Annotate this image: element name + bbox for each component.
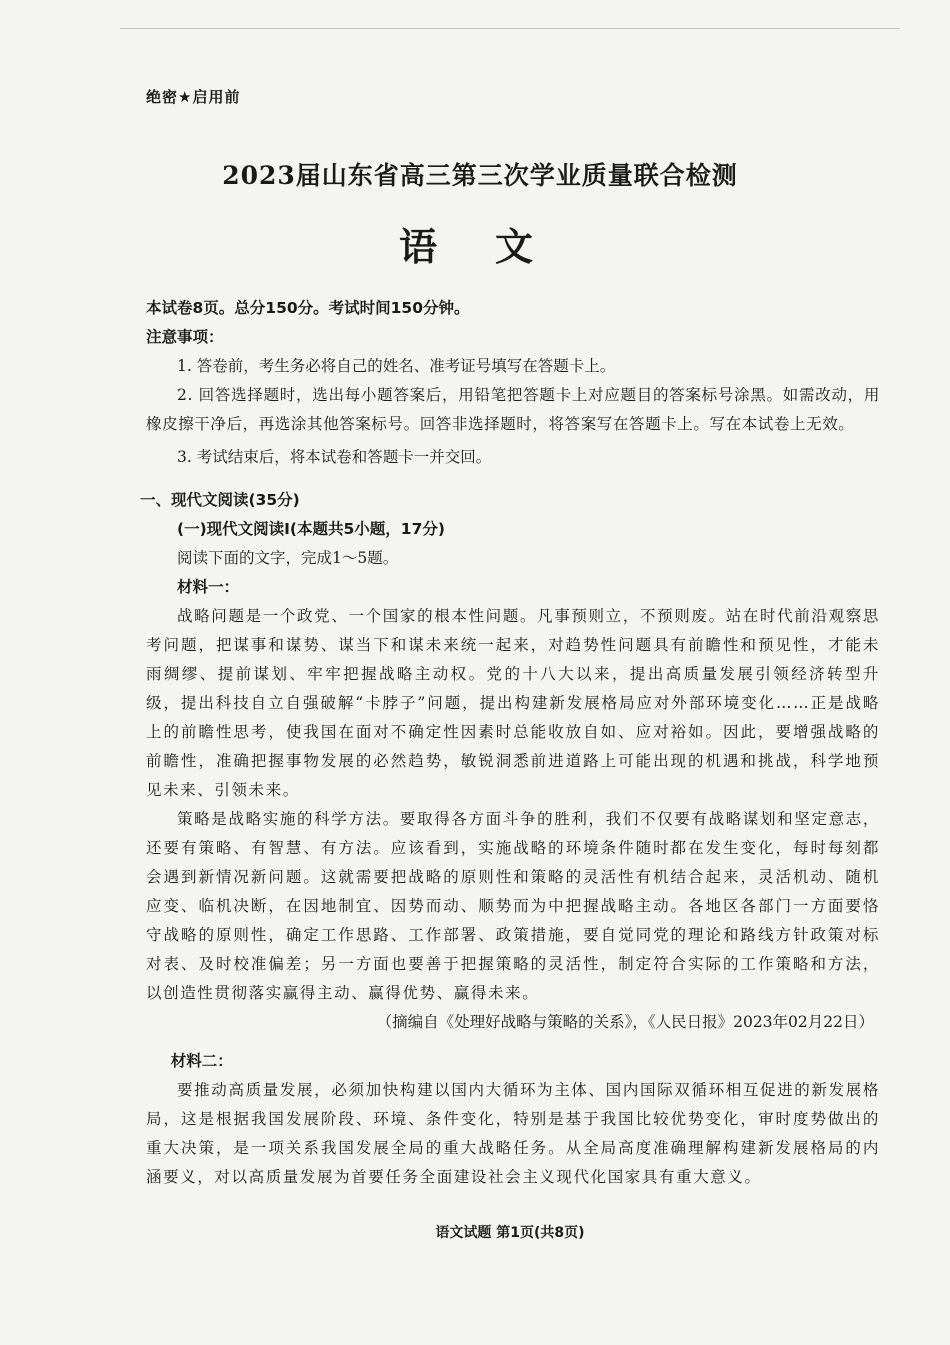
notes-title: 注意事项： — [146, 328, 224, 346]
material-1-paragraph: 战略问题是一个政党、一个国家的根本性问题。凡事预则立，不预则废。站在时代前沿观察思考问题，把谋事和谋势、谋当下和谋未来统一起来，对趋势性问题具有前瞻性和预见性，才能未雨绸缪、提前谋划、牢牢把握战略主动权。党的十八大以来，提出高质量发展引领经济转型升级，提出科技自立自强破解“卡脖子”问题，提出构建新发展格局应对外部环境变化……正是战略上的前瞻性思考，使我国在面对不确定性因素时总能收放自如、应对裕如。因此，要增强战略的前瞻性，准确把握事物发展的必然趋势，敏锐洞悉前进道路上可能出现的机遇和挑战，科学地预见未来、引领未来。 — [146, 607, 880, 799]
subject-title: 语文 — [398, 224, 591, 269]
note-item: 3. 考试结束后，将本试卷和答题卡一并交回。 — [177, 448, 492, 466]
secret-mark: 绝密★启用前 — [146, 88, 241, 106]
material-2-label: 材料二： — [170, 1052, 233, 1070]
top-border-line — [120, 28, 900, 29]
subsection-heading: (一)现代文阅读Ⅰ(本题共5小题，17分) — [177, 520, 445, 538]
exam-title: 2023届山东省高三第三次学业质量联合检测 — [222, 161, 738, 190]
reading-instruction: 阅读下面的文字，完成1～5题。 — [177, 549, 399, 567]
page-content — [140, 294, 880, 1192]
material-1-paragraph: 策略是战略实施的科学方法。要取得各方面斗争的胜利，我们不仅要有战略谋划和坚定意志，还要有策略、有智慧、有方法。应该看到，实施战略的环境条件随时都在发生变化，每时每刻都会遇到新情况新问题。这就需要把战略的原则性和策略的灵活性有机结合起来，灵活机动、随机应变、临机决断，在因地制宜、因势而动、顺势而为中把握战略主动。各地区各部门一方面要恪守战略的原则性，确定工作思路、工作部署、政策措施，要自觉同党的理论和路线方针政策对标对表、及时校准偏差；另一方面也要善于把握策略的灵活性，制定符合实际的工作策略和方法，以创造性贯彻落实赢得主动、赢得优势、赢得未来。 — [146, 810, 880, 1002]
material-1-label: 材料一： — [177, 578, 240, 596]
section-heading: 一、现代文阅读(35分) — [140, 491, 300, 509]
exam-info: 本试卷8页。总分150分。考试时间150分钟。 — [146, 299, 470, 317]
page-footer: 语文试题 第1页(共8页) — [435, 1225, 585, 1241]
material-2-paragraph: 要推动高质量发展，必须加快构建以国内大循环为主体、国内国际双循环相互促进的新发展格局，这是根据我国发展阶段、环境、条件变化，特别是基于我国比较优势变化，审时度势做出的重大决策，是一项关系我国发展全局的重大战略任务。从全局高度准确理解构建新发展格局的内涵要义，对以高质量发展为首要任务全面建设社会主义现代化国家具有重大意义。 — [146, 1081, 880, 1186]
material-1-source: （摘编自《处理好战略与策略的关系》，《人民日报》2023年02月22日） — [376, 1013, 874, 1031]
note-item: 2. 回答选择题时，选出每小题答案后，用铅笔把答题卡上对应题目的答案标号涂黑。如需改动，用橡皮擦干净后，再选涂其他答案标号。回答非选择题时，将答案写在答题卡上。写在本试卷上无效。 — [146, 386, 880, 433]
note-item: 1. 答卷前，考生务必将自己的姓名、准考证号填写在答题卡上。 — [177, 357, 616, 375]
